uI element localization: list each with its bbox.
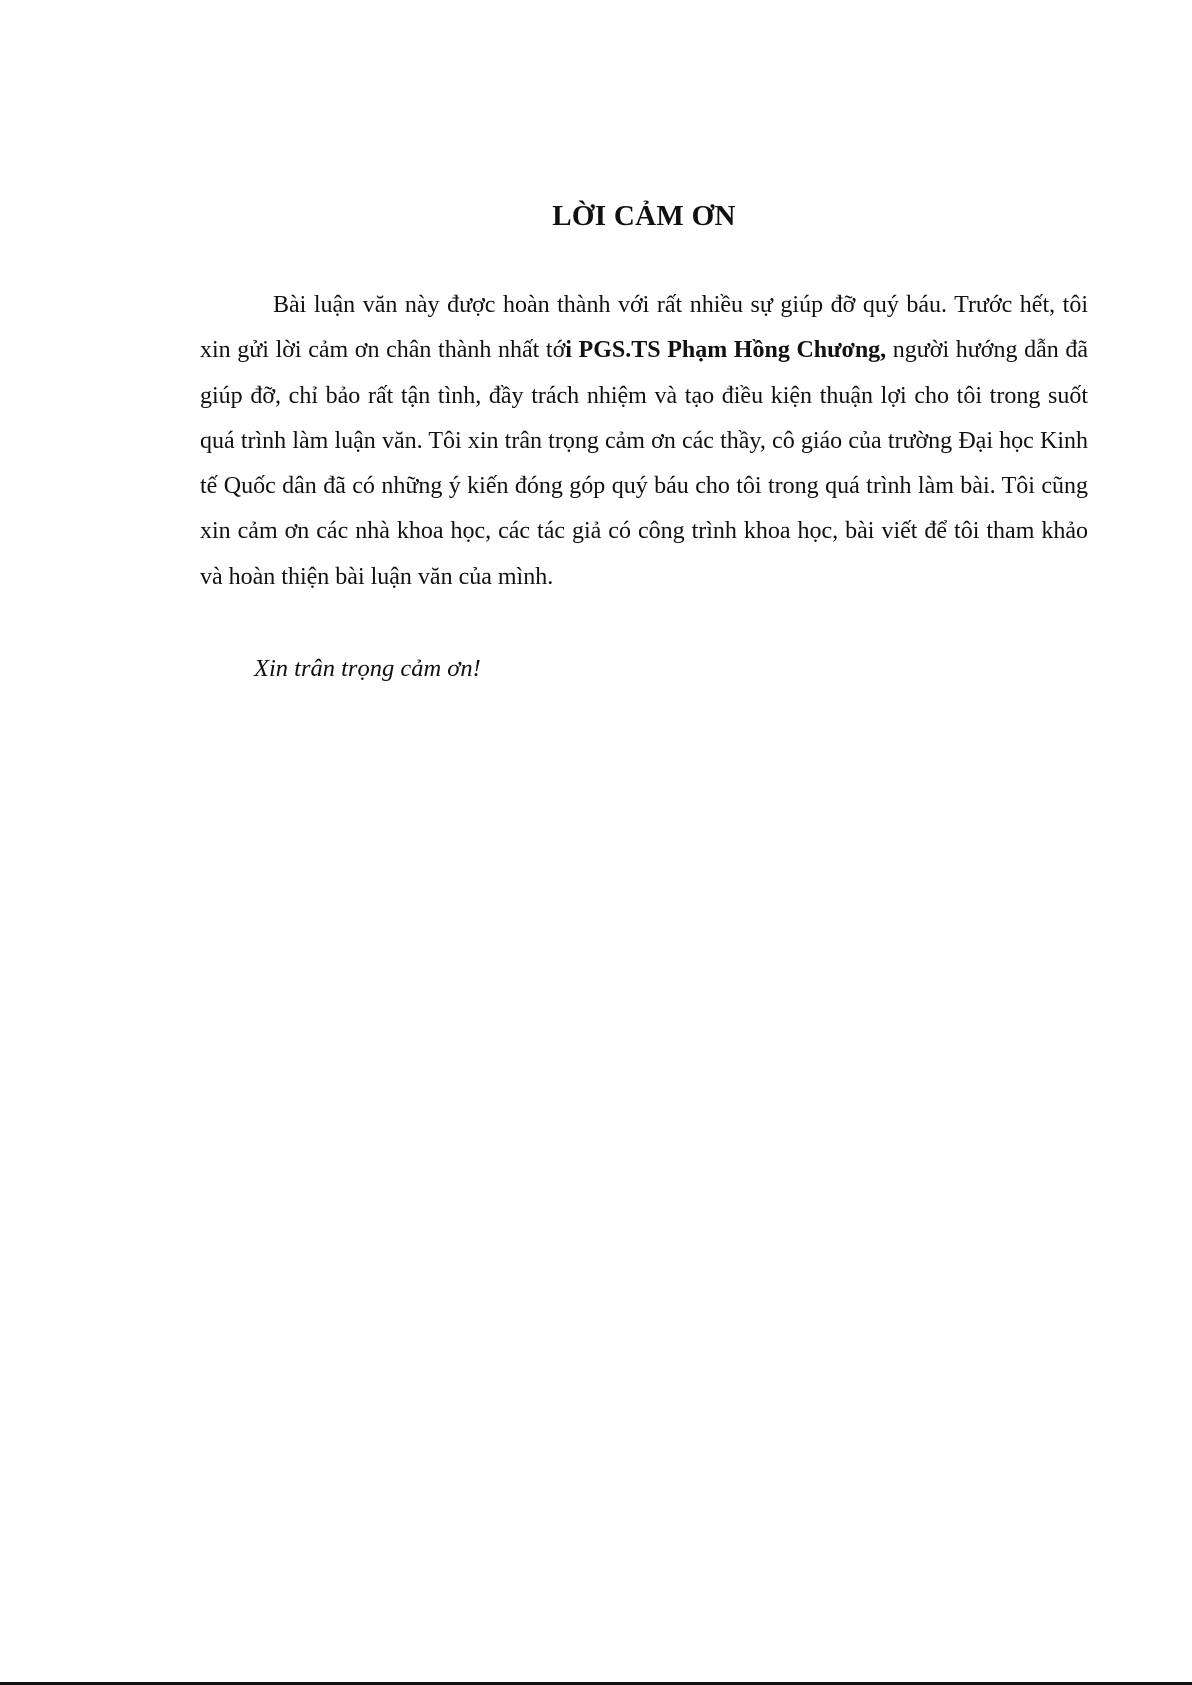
acknowledgement-paragraph [200,283,1088,600]
paragraph-text-start: Bài luận văn này được hoàn thành với rất nhiều sự giúp đỡ quý báu. Trước hết, tôi xin gửi lời cảm ơn chân thành nhất tớ [200,292,1088,364]
page-title: LỜI CẢM ƠN [552,200,736,232]
advisor-name: i PGS.TS Phạm Hồng Chương, [565,337,887,364]
paragraph-text-end: người hướng dẫn đã giúp đỡ, chỉ bảo rất tận tình, đầy trách nhiệm và tạo điều kiện thuận lợi cho tôi trong suốt quá trình làm luận văn. Tôi xin trân trọng cảm ơn các thầy, cô giáo của trường Đại học Kinh tế Quốc dân đã có những ý kiến đóng góp quý báu cho tôi trong quá trình làm bài. Tôi cũng xin cảm ơn các nhà khoa học, các tác giả có công trình khoa học, bài viết để tôi tham khảo và hoàn thiện bài luận văn của mình. [200,337,1089,590]
closing-line: Xin trân trọng cảm ơn! [254,655,481,682]
